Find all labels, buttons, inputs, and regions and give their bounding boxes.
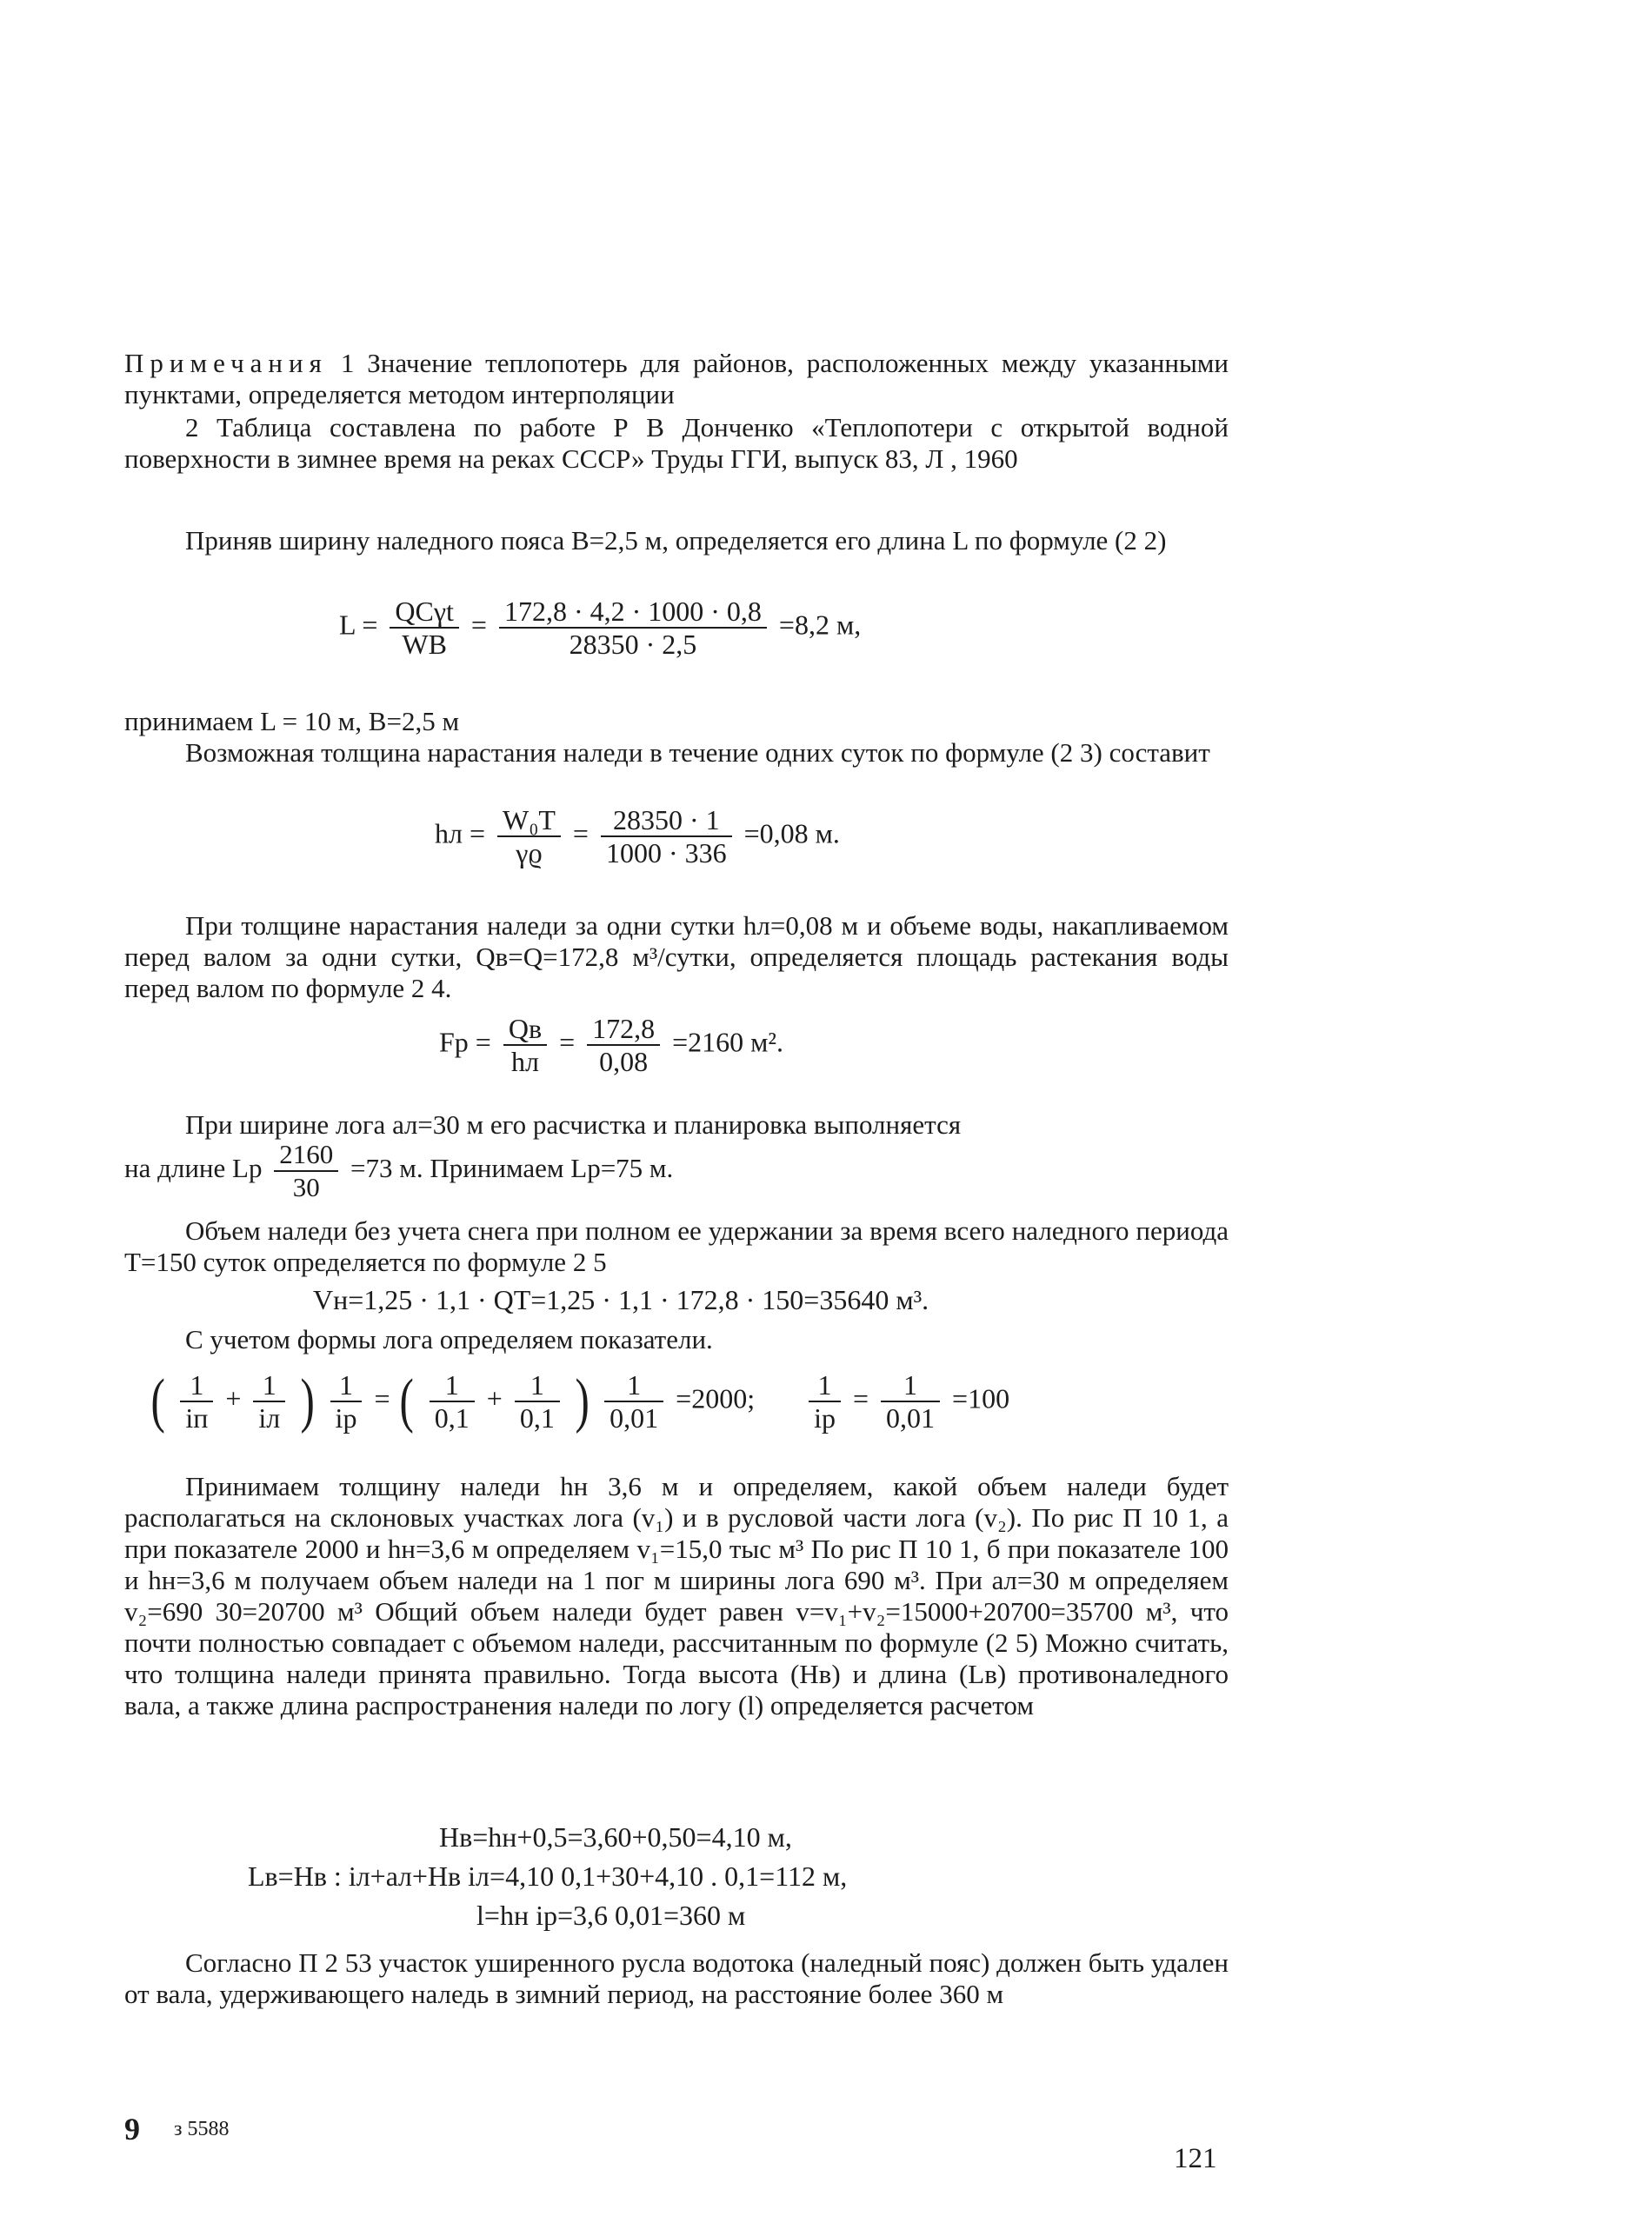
paragraph-8: С учетом формы лога определяем показатели. — [185, 1324, 713, 1354]
fraction — [430, 1369, 475, 1434]
formula-spread-length: l=hн ip=3,6 0,01=360 м — [476, 1900, 746, 1931]
paragraph-2: принимаем L = 10 м, B=2,5 м — [124, 706, 460, 736]
paragraph-10: Согласно П 2 53 участок уширенного русла водотока (наледный пояс) должен быть удален от вала, удерживающего наледь в зимний период, на расстояние более 360 м — [124, 1947, 1229, 2009]
paren-close: ) — [300, 1368, 316, 1434]
formula-length — [339, 596, 861, 660]
numerator: 1 — [180, 1369, 213, 1402]
fraction — [330, 1369, 363, 1434]
note-1-text: 1 Значение теплопотерь для районов, расположенных между указанными пунктами, определяется методом интерполяции — [124, 348, 1229, 409]
fraction — [604, 1369, 663, 1434]
paragraph-3: Возможная толщина нарастания наледи в течение одних суток по формуле (2 3) составит — [185, 737, 1210, 768]
paren-open: ( — [399, 1368, 415, 1434]
denominator: 28350 · 2,5 — [569, 629, 697, 660]
paren-open: ( — [150, 1368, 165, 1434]
denominator: ip — [814, 1402, 836, 1434]
numerator: 172,8 — [587, 1013, 660, 1046]
numerator: 172,8 · 4,2 · 1000 · 0,8 — [499, 596, 767, 629]
note-1 — [124, 348, 1229, 410]
fraction — [809, 1369, 841, 1434]
numerator: 2160 — [274, 1139, 338, 1172]
fraction — [515, 1369, 560, 1434]
fraction — [274, 1139, 338, 1203]
fraction — [601, 804, 732, 869]
equals-sign: = — [374, 1382, 390, 1414]
text: на длине Lp — [124, 1153, 263, 1184]
equals-sign: = — [470, 609, 487, 641]
note-2: 2 Таблица составлена по работе Р В Донченко «Теплопотери с открытой водной поверхности в зимнее время на реках СССР» Труды ГГИ, выпуск 83, Л , 1960 — [124, 412, 1229, 474]
paren-close: ) — [575, 1368, 590, 1434]
denominator: hл — [510, 1046, 539, 1077]
denominator: 0,08 — [599, 1046, 649, 1077]
plus-sign: + — [486, 1382, 503, 1414]
equals-sign: = — [852, 1382, 869, 1414]
formula-result: =8,2 м, — [778, 609, 862, 641]
fraction — [499, 596, 767, 660]
numerator: 1 — [330, 1369, 363, 1402]
numerator: W₀T — [497, 804, 561, 837]
numerator: 1 — [809, 1369, 841, 1402]
formula-result: =2160 м². — [672, 1026, 783, 1058]
denominator: WB — [402, 629, 447, 660]
denominator: iп — [185, 1402, 209, 1434]
numerator: 1 — [515, 1369, 560, 1402]
formula-indicators — [148, 1369, 1009, 1434]
denominator: 30 — [292, 1172, 320, 1202]
paragraph-1: Приняв ширину наледного пояса B=2,5 м, определяется его длина L по формуле (2 2) — [185, 525, 1167, 556]
denominator: 0,01 — [610, 1402, 659, 1434]
numerator: 1 — [604, 1369, 663, 1402]
formula-lhs: L = — [339, 609, 378, 641]
equals-sign: = — [559, 1026, 576, 1058]
fraction — [503, 1013, 547, 1077]
fraction — [587, 1013, 660, 1077]
fraction — [253, 1369, 285, 1434]
sheet-number: 9 — [124, 2112, 140, 2146]
formula-result: =0,08 м. — [743, 817, 840, 849]
paragraph-6 — [124, 1139, 673, 1203]
formula-dam-length: Lв=Hв : iл+aл+Hв iл=4,10 0,1+30+4,10 . 0,1=112 м, — [248, 1860, 848, 1892]
formula-dam-height: Hв=hн+0,5=3,60+0,50=4,10 м, — [439, 1821, 792, 1853]
print-code: з 5588 — [174, 2118, 230, 2140]
denominator: 1000 · 336 — [605, 837, 727, 869]
denominator: 0,01 — [886, 1402, 936, 1434]
numerator: Qв — [503, 1013, 547, 1046]
fraction — [180, 1369, 213, 1434]
formula-ice-thickness — [435, 804, 840, 869]
page-number: 121 — [1174, 2143, 1217, 2174]
fraction — [881, 1369, 940, 1434]
denominator: ip — [335, 1402, 357, 1434]
formula-result: =100 — [952, 1382, 1010, 1414]
numerator: QCγt — [390, 596, 458, 629]
denominator: 0,1 — [434, 1402, 470, 1434]
numerator: 1 — [881, 1369, 940, 1402]
denominator: 0,1 — [519, 1402, 555, 1434]
numerator: 1 — [430, 1369, 475, 1402]
denominator: iл — [258, 1402, 281, 1434]
formula-lhs: hл = — [435, 817, 486, 849]
text: =73 м. Принимаем Lp=75 м. — [350, 1153, 674, 1184]
formula-spread-area — [439, 1013, 783, 1077]
fraction — [390, 596, 458, 660]
equals-sign: = — [572, 817, 589, 849]
notes-label: Примечания — [124, 348, 328, 378]
numerator: 1 — [253, 1369, 285, 1402]
paragraph-9: Принимаем толщину наледи hн 3,6 м и определяем, какой объем наледи будет располагаться на склоновых участках лога (v₁) и в русловой части лога (v₂). По рис П 10 1, а при показателе 2000 и hн=3,6 м определяем v₁=15,0 тыс м³ По рис П 10 1, б при показателе 100 и hн=3,6 м получаем объем наледи на 1 пог м ширины лога 690 м³. При aл=30 м определяем v₂=690 30=20700 м³ Общий объем наледи будет равен v=v₁+v₂=15000+20700=35700 м³, что почти полностью совпадает с объемом наледи, рассчитанным по формуле (2 5) Можно считать, что толщина наледи принята правильно. Тогда высота (Hв) и длина (Lв) противоналедного вала, а также длина распространения наледи по логу (l) определяется расчетом — [124, 1471, 1229, 1720]
numerator: 28350 · 1 — [601, 804, 732, 837]
paragraph-7: Объем наледи без учета снега при полном ее удержании за время всего наледного периода T=150 суток определяется по формуле 2 5 — [124, 1215, 1229, 1277]
formula-result: =2000; — [676, 1382, 756, 1414]
paragraph-4: При толщине нарастания наледи за одни сутки hл=0,08 м и объеме воды, накапливаемом перед валом за одни сутки, Qв=Q=172,8 м³/сутки, определяется площадь растекания воды перед валом по формуле 2 4. — [124, 910, 1229, 1003]
plus-sign: + — [225, 1382, 242, 1414]
formula-volume: Vн=1,25 · 1,1 · QT=1,25 · 1,1 · 172,8 · 150=35640 м³. — [313, 1284, 929, 1315]
fraction — [497, 804, 561, 869]
formula-lhs: Fp = — [439, 1026, 491, 1058]
paragraph-5: При ширине лога aл=30 м его расчистка и планировка выполняется — [185, 1109, 962, 1140]
denominator: γϱ — [516, 837, 543, 869]
